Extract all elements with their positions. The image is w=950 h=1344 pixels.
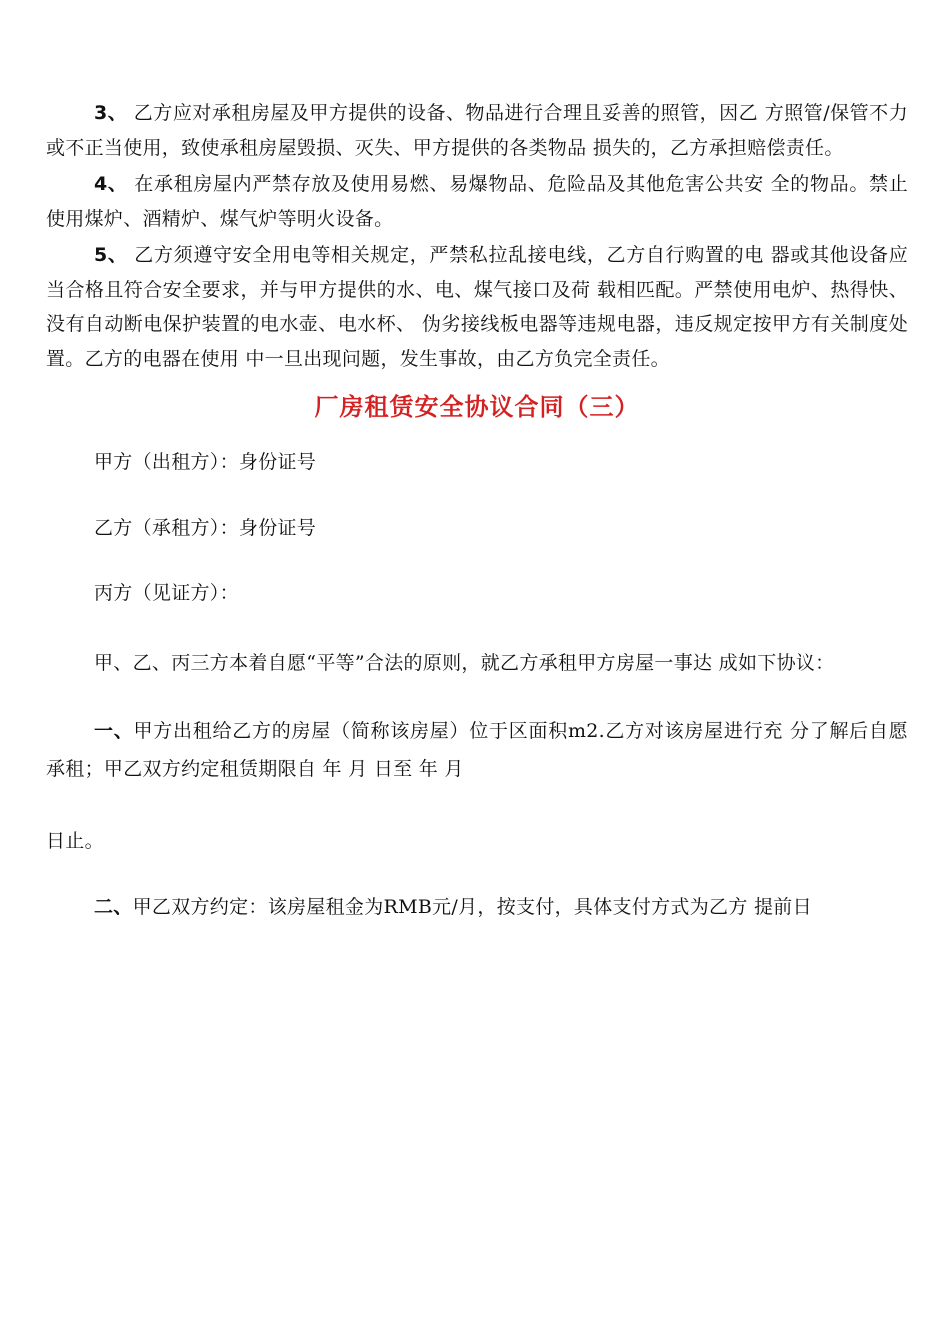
- clause-number: 二、: [94, 896, 133, 918]
- clause-text: 甲方出租给乙方的房屋（简称该房屋）位于区面积m2.乙方对该房屋进行充 分了解后自愿承租；甲乙双方约定租赁期限自 年 月 日至 年 月: [46, 719, 908, 780]
- document-title: 厂房租赁安全协议合同（三）: [314, 393, 640, 421]
- clause-number: 4、: [94, 173, 128, 195]
- clause-text: 乙方应对承租房屋及甲方提供的设备、物品进行合理且妥善的照管，因乙 方照管/保管不力或不正当使用，致使承租房屋毁损、灭失、甲方提供的各类物品 损失的，乙方承担赔偿责任。: [46, 102, 908, 159]
- clause-4: [46, 167, 908, 236]
- clause-text: 在承租房屋内严禁存放及使用易燃、易爆物品、危险品及其他危害公共安 全的物品。禁止使用煤炉、酒精炉、煤气炉等明火设备。: [46, 173, 908, 230]
- clause-one-tail: 日止。: [46, 829, 104, 852]
- clause-one: [46, 712, 908, 788]
- clause-number: 5、: [94, 244, 128, 266]
- document-page: [46, 96, 908, 926]
- clause-two: [46, 888, 908, 926]
- clause-text: 乙方须遵守安全用电等相关规定，严禁私拉乱接电线，乙方自行购置的电 器或其他设备应当合格且符合安全要求，并与甲方提供的水、电、煤气接口及荷 载相匹配。严禁使用电炉、热得快、没有自动断电保护装置的电水壶、电水杯、 伪劣接线板电器等违规电器，违反规定按甲方有关制度处置。乙方的电器在使用 中一旦出现问题，发生事故，由乙方负完全责任。: [46, 244, 908, 370]
- clause-number: 一、: [94, 719, 134, 742]
- clause-3: [46, 96, 908, 165]
- party-c-line: 丙方（见证方）：: [94, 582, 239, 604]
- clause-number: 3、: [94, 102, 128, 124]
- party-b-line: 乙方（承租方）：身份证号: [94, 516, 317, 539]
- clause-text: 甲乙双方约定：该房屋租金为RMB元/月，按支付，具体支付方式为乙方 提前日: [132, 896, 812, 918]
- preamble: 甲、乙、丙三方本着自愿“平等”合法的原则，就乙方承租甲方房屋一事达 成如下协议：: [94, 651, 835, 674]
- clause-5: [46, 238, 908, 376]
- party-a-line: 甲方（出租方）：身份证号: [94, 451, 317, 473]
